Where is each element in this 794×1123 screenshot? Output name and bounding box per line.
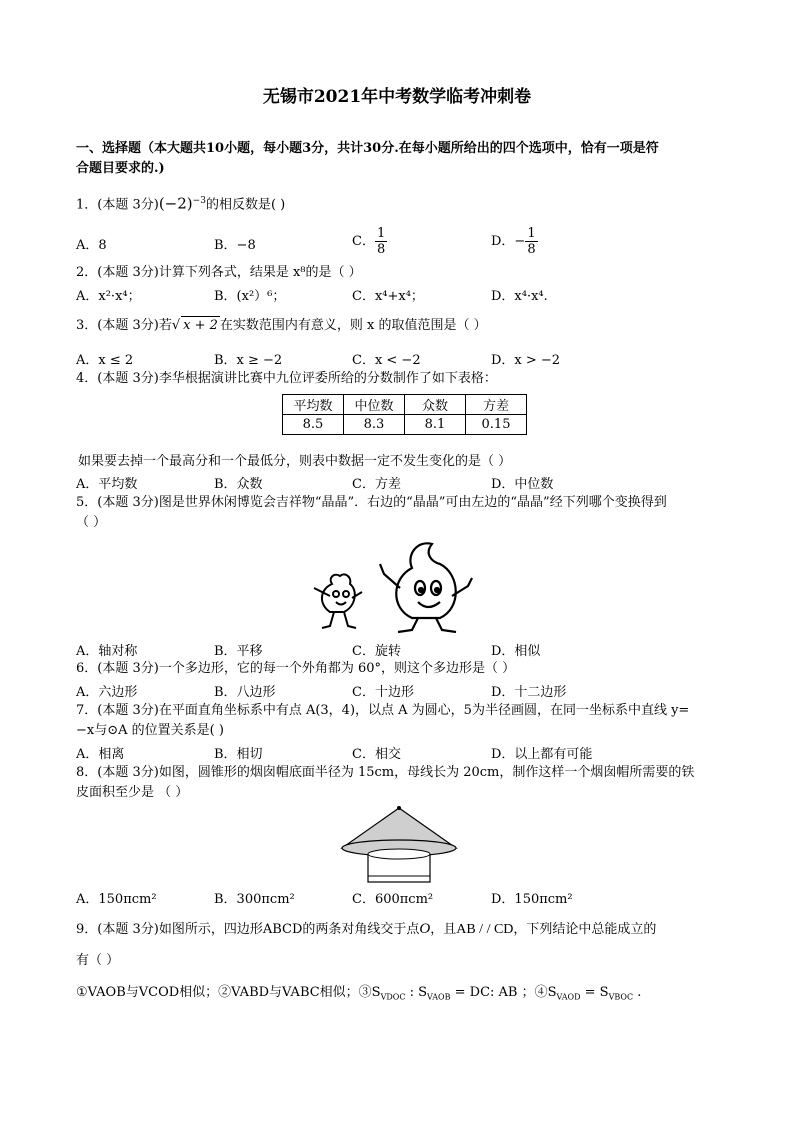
q3-option-a[interactable]: A．x ≤ 2 bbox=[76, 353, 134, 368]
question-5-stem-line2: （ ） bbox=[76, 515, 107, 530]
q1-exponent: −3 bbox=[192, 196, 206, 206]
q9-statement-text: = S bbox=[580, 985, 609, 1000]
score-table bbox=[282, 394, 527, 435]
question-5-stem-line1: 5．(本题 3分)图是世界休闲博览会吉祥物“晶晶”．右边的“晶晶”可由左边的“晶晶”经下列哪个变换得到 bbox=[76, 495, 667, 510]
q1-option-d-fraction bbox=[525, 226, 537, 257]
frac-den: 8 bbox=[376, 242, 386, 257]
q1-option-a[interactable]: A．8 bbox=[76, 238, 107, 253]
question-8-stem-line2: 皮面积至少是 （ ） bbox=[76, 785, 189, 800]
q9-statement-text: . bbox=[633, 985, 642, 1000]
q4-option-c[interactable]: C．方差 bbox=[352, 477, 401, 492]
table-header: 平均数 bbox=[283, 395, 344, 415]
question-4-stem: 4．(本题 3分)李华根据演讲比赛中九位评委所给的分数制作了如下表格： bbox=[76, 371, 497, 386]
q8-option-c[interactable]: C．600πcm² bbox=[352, 892, 434, 907]
mascot-figure bbox=[300, 534, 480, 634]
question-2-stem: 2．(本题 3分)计算下列各式，结果是 x⁸的是（ ） bbox=[76, 265, 362, 280]
question-7-stem-line1: 7．(本题 3分)在平面直角坐标系中有点 A(3，4)，以点 A 为圆心，5为半径画圆，在同一坐标系中直线 y= bbox=[76, 703, 690, 718]
q4-option-d[interactable]: D．中位数 bbox=[491, 477, 554, 492]
q3-radicand: x + 2 bbox=[183, 318, 218, 333]
q1-option-b[interactable]: B．−8 bbox=[214, 238, 256, 253]
question-9-stem-line2: 有（ ） bbox=[76, 953, 120, 968]
q5-option-b[interactable]: B．平移 bbox=[214, 644, 263, 659]
q9-text: ，且 bbox=[430, 922, 457, 937]
q5-option-d[interactable]: D．相似 bbox=[491, 644, 541, 659]
question-3-stem: 3．(本题 3分)若√ x + 2 在实数范围内有意义，则 x 的取值范围是（ ） bbox=[76, 318, 487, 333]
q5-option-a[interactable]: A．轴对称 bbox=[76, 644, 138, 659]
q4-option-b[interactable]: B．众数 bbox=[214, 477, 263, 492]
frac-den: 8 bbox=[527, 242, 536, 257]
q6-option-a[interactable]: A．六边形 bbox=[76, 685, 138, 700]
q8-option-a[interactable]: A．150πcm² bbox=[76, 892, 157, 907]
q2-option-a[interactable]: A．x²·x⁴； bbox=[76, 289, 141, 304]
q9-subscript: VAOB bbox=[427, 992, 451, 1002]
q6-option-c[interactable]: C．十边形 bbox=[352, 685, 414, 700]
q1-suffix: 的相反数是( ) bbox=[205, 197, 286, 213]
question-6-stem: 6．(本题 3分)一个多边形，它的每一个外角都为 60°，则这个多边形是（ ） bbox=[76, 661, 516, 676]
q5-option-c[interactable]: C．旋转 bbox=[352, 644, 401, 659]
q1-option-d[interactable] bbox=[491, 226, 538, 257]
page-title: 无锡市2021年中考数学临考冲刺卷 bbox=[262, 87, 532, 107]
q7-option-c[interactable]: C．相交 bbox=[352, 747, 401, 762]
q1-option-c-fraction bbox=[375, 226, 387, 257]
q4-option-a[interactable]: A．平均数 bbox=[76, 477, 138, 492]
q9-subscript: VAOD bbox=[556, 992, 581, 1002]
q3-option-c[interactable]: C．x < −2 bbox=[352, 353, 421, 368]
q1-option-c-label: C． bbox=[352, 234, 375, 249]
q9-point: O bbox=[419, 921, 431, 937]
q9-condition: AB / / CD bbox=[456, 922, 514, 937]
q9-statement-text: ①VAOB与VCOD相似；②VABD与VABC相似；③S bbox=[76, 985, 381, 1000]
section-heading-line1: 一、选择题（本大题共10小题，每小题3分，共计30分.在每小题所给出的四个选项中，恰有一项是符 bbox=[76, 141, 659, 156]
question-4-question: 如果要去掉一个最高分和一个最低分，则表中数据一定不发生变化的是（ ） bbox=[78, 454, 512, 469]
chimney-cap-icon bbox=[342, 806, 456, 882]
q7-option-d[interactable]: D．以上都有可能 bbox=[491, 747, 593, 762]
frac-num: 1 bbox=[376, 226, 386, 241]
table-header-row bbox=[283, 395, 527, 415]
table-cell: 0.15 bbox=[466, 415, 527, 435]
table-header: 众数 bbox=[405, 395, 466, 415]
chimney-cap-figure bbox=[336, 804, 462, 884]
q1-option-c[interactable] bbox=[352, 226, 387, 257]
q3-option-b[interactable]: B．x ≥ −2 bbox=[214, 353, 283, 368]
q6-option-d[interactable]: D．十二边形 bbox=[491, 685, 567, 700]
question-9-statements bbox=[76, 984, 641, 1007]
q9-text: ，下列结论中总能成立的 bbox=[513, 922, 657, 937]
small-mascot-icon bbox=[314, 574, 362, 628]
q9-text: 9．(本题 3分)如图所示，四边形ABCD的两条对角线交于点 bbox=[76, 922, 420, 937]
table-header: 中位数 bbox=[344, 395, 405, 415]
table-header: 方差 bbox=[466, 395, 527, 415]
table-row bbox=[283, 415, 527, 435]
q2-option-b[interactable]: B．(x²）⁶； bbox=[214, 289, 286, 304]
q7-option-b[interactable]: B．相切 bbox=[214, 747, 263, 762]
table-cell: 8.5 bbox=[283, 415, 344, 435]
question-8-stem-line1: 8．(本题 3分)如图，圆锥形的烟囱帽底面半径为 15cm，母线长为 20cm，制作这样一个烟囱帽所需要的铁 bbox=[76, 765, 695, 780]
q9-subscript: VBOC bbox=[608, 992, 634, 1002]
q2-option-d[interactable]: D．x⁴·x⁴. bbox=[491, 289, 548, 304]
q6-option-b[interactable]: B．八边形 bbox=[214, 685, 276, 700]
question-1-stem bbox=[76, 192, 285, 214]
q3-option-d[interactable]: D．x > −2 bbox=[491, 353, 561, 368]
question-7-stem-line2: −x与⊙A 的位置关系是( ) bbox=[76, 723, 224, 738]
frac-num: 1 bbox=[527, 226, 536, 241]
q8-option-b[interactable]: B．300πcm² bbox=[214, 892, 295, 907]
table-cell: 8.1 bbox=[405, 415, 466, 435]
q1-base: (−2) bbox=[158, 194, 193, 213]
q9-statement-text: = DC: AB ；④S bbox=[450, 985, 557, 1000]
q7-option-a[interactable]: A．相离 bbox=[76, 747, 125, 762]
large-mascot-icon bbox=[380, 543, 472, 632]
q1-prefix: 1．(本题 3分) bbox=[76, 197, 159, 213]
q2-option-c[interactable]: C．x⁴+x⁴； bbox=[352, 289, 424, 304]
q3-suffix: 在实数范围内有意义，则 x 的取值范围是（ ） bbox=[219, 318, 487, 333]
section-heading-line2: 合题目要求的.) bbox=[76, 161, 165, 176]
q1-option-d-label: D．− bbox=[491, 234, 526, 249]
q8-option-d[interactable]: D．150πcm² bbox=[491, 892, 573, 907]
q3-prefix: 3．(本题 3分)若 bbox=[76, 318, 172, 333]
q9-statement-text: : S bbox=[405, 985, 428, 1000]
question-9-stem-line1 bbox=[76, 920, 656, 939]
table-cell: 8.3 bbox=[344, 415, 405, 435]
q9-subscript: VDOC bbox=[380, 992, 406, 1002]
